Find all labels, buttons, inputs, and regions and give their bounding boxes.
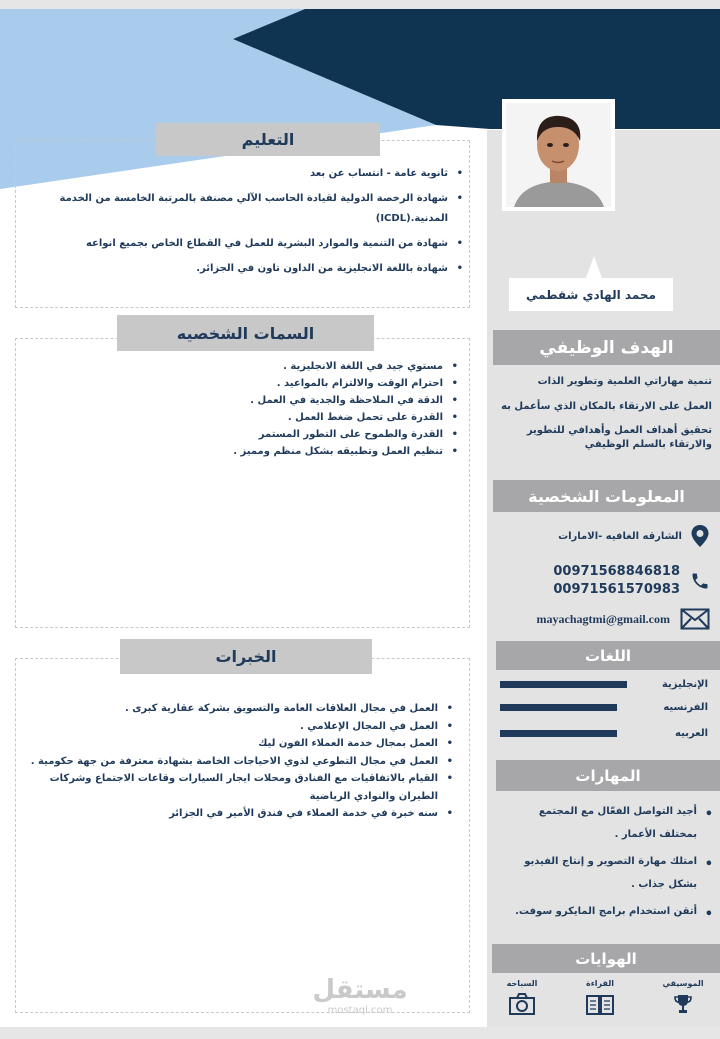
skill-item: • أتقن استخدام برامج المايكرو سوفت. — [500, 900, 715, 923]
avatar — [506, 103, 611, 207]
hobby-label: الموسيقي — [662, 979, 704, 988]
language-row — [500, 674, 708, 694]
trait-item: • مستوي جيد في اللغة الانجليزية . — [170, 358, 460, 375]
education-heading: التعليم — [156, 123, 380, 156]
traits-list — [170, 358, 460, 460]
envelope-icon — [680, 608, 710, 630]
skill-item: • امتلك مهارة التصوير و إنتاج الفيديو بشكل جذاب . — [500, 850, 715, 896]
trait-item: • القدرة والطموح على التطور المستمر — [170, 426, 460, 443]
language-row — [500, 723, 708, 743]
hobby-music — [658, 979, 708, 1023]
skills-heading: المهارات — [496, 760, 720, 791]
education-item: • شهادة باللغة الانجليزية من الداون تاون في الجزائر. — [25, 259, 465, 279]
location-text: الشارقه الغافيه -الامارات — [558, 530, 682, 542]
experience-item: • العمل في المجال الإعلامي . — [30, 718, 455, 736]
language-label: الإنجليزية — [661, 678, 708, 690]
location-pin-icon — [690, 524, 710, 548]
experience-list — [30, 700, 455, 823]
skill-item: • أجيد التواصل الفعّال مع المجتمع بمختلف الأعمار . — [500, 800, 715, 846]
language-label: الفرنسيه — [663, 701, 708, 713]
experience-item: • العمل بمجال خدمة العملاء الفون ليك — [30, 735, 455, 753]
name-pointer — [586, 256, 602, 278]
language-level-bar — [500, 730, 617, 737]
experience-item: • العمل في مجال العلاقات العامة والتسويق بشركة عقارية كبرى . — [30, 700, 455, 718]
trait-item: • القدرة على تحمل ضغط العمل . — [170, 409, 460, 426]
languages-heading: اللغات — [496, 641, 720, 670]
goal-text — [495, 375, 712, 462]
camera-icon — [508, 992, 536, 1016]
hobby-label: القراءة — [585, 979, 615, 988]
goal-heading: الهدف الوظيفي — [493, 330, 720, 365]
trophy-icon — [671, 992, 695, 1016]
location-row — [520, 524, 710, 548]
book-icon — [585, 992, 615, 1016]
hobby-label: السباحه — [506, 979, 538, 988]
hobby-swimming — [497, 979, 547, 1023]
experience-item: • القيام بالاتفاقيات مع الفنادق ومحلات ايجار السيارات وقاعات الاجتماع وشركات الطيران والنوادي الرياضية — [30, 770, 455, 805]
phone-icon — [690, 571, 710, 591]
goal-line: تحقيق أهداف العمل وأهدافي للتطوير والارتقاء بالسلم الوظيفي — [526, 425, 712, 450]
email-row — [496, 604, 710, 634]
hobby-reading — [575, 979, 625, 1023]
education-item: • شهادة من التنمية والموارد البشرية للعمل في القطاع الخاص بجميع انواعه — [25, 234, 465, 254]
experience-item: • سنه خبرة في خدمة العملاء في فندق الأمير في الجزائر — [30, 805, 455, 823]
profile-photo — [502, 99, 615, 211]
personal-info-heading: المعلومات الشخصية — [493, 480, 720, 512]
phone-number[interactable]: 00971568846818 — [553, 563, 680, 579]
experience-heading: الخبرات — [120, 639, 372, 674]
watermark — [300, 976, 420, 1020]
trait-item: • احترام الوقت والالتزام بالمواعيد . — [170, 375, 460, 392]
email-address[interactable]: mayachagtmi@gmail.com — [536, 611, 670, 626]
phone-row — [520, 561, 710, 601]
education-item: • ثانوية عامة - انتساب عن بعد — [25, 164, 465, 184]
goal-line: العمل على الارتقاء بالمكان الذي سأعمل به — [501, 400, 712, 412]
watermark-logo: مستقل — [312, 975, 408, 1005]
phone-number[interactable]: 00971561570983 — [553, 582, 680, 597]
language-label: العربيه — [675, 727, 708, 739]
top-strip — [0, 0, 720, 9]
language-row — [500, 697, 708, 717]
watermark-url: mostaql.com — [327, 1004, 393, 1016]
full-name: محمد الهادي شقطمي — [509, 278, 673, 311]
education-list — [25, 164, 465, 284]
goal-line: تنمية مهاراتي العلمية وتطوير الذات — [537, 376, 712, 387]
phone-numbers — [553, 563, 680, 599]
trait-item: • الدقة في الملاحظة والجدية في العمل . — [170, 392, 460, 409]
hobbies-heading: الهوايات — [492, 944, 720, 973]
traits-heading: السمات الشخصيه — [117, 315, 374, 351]
trait-item: • تنظيم العمل وتطبيقه بشكل منظم ومميز . — [170, 443, 460, 460]
bottom-strip — [0, 1027, 720, 1039]
education-item: • شهادة الرخصة الدولية لقيادة الحاسب الآلي مصنفة بالمرتبة الخامسة من الخدمة المدنية.(ICDL) — [25, 189, 465, 229]
language-level-bar — [500, 704, 617, 711]
skills-list — [500, 800, 715, 927]
language-level-bar — [500, 681, 627, 688]
experience-item: • العمل في مجال التطوعي لذوي الاحياجات الخاصة بشهادة معترفة من جهة حكومية . — [30, 753, 455, 771]
